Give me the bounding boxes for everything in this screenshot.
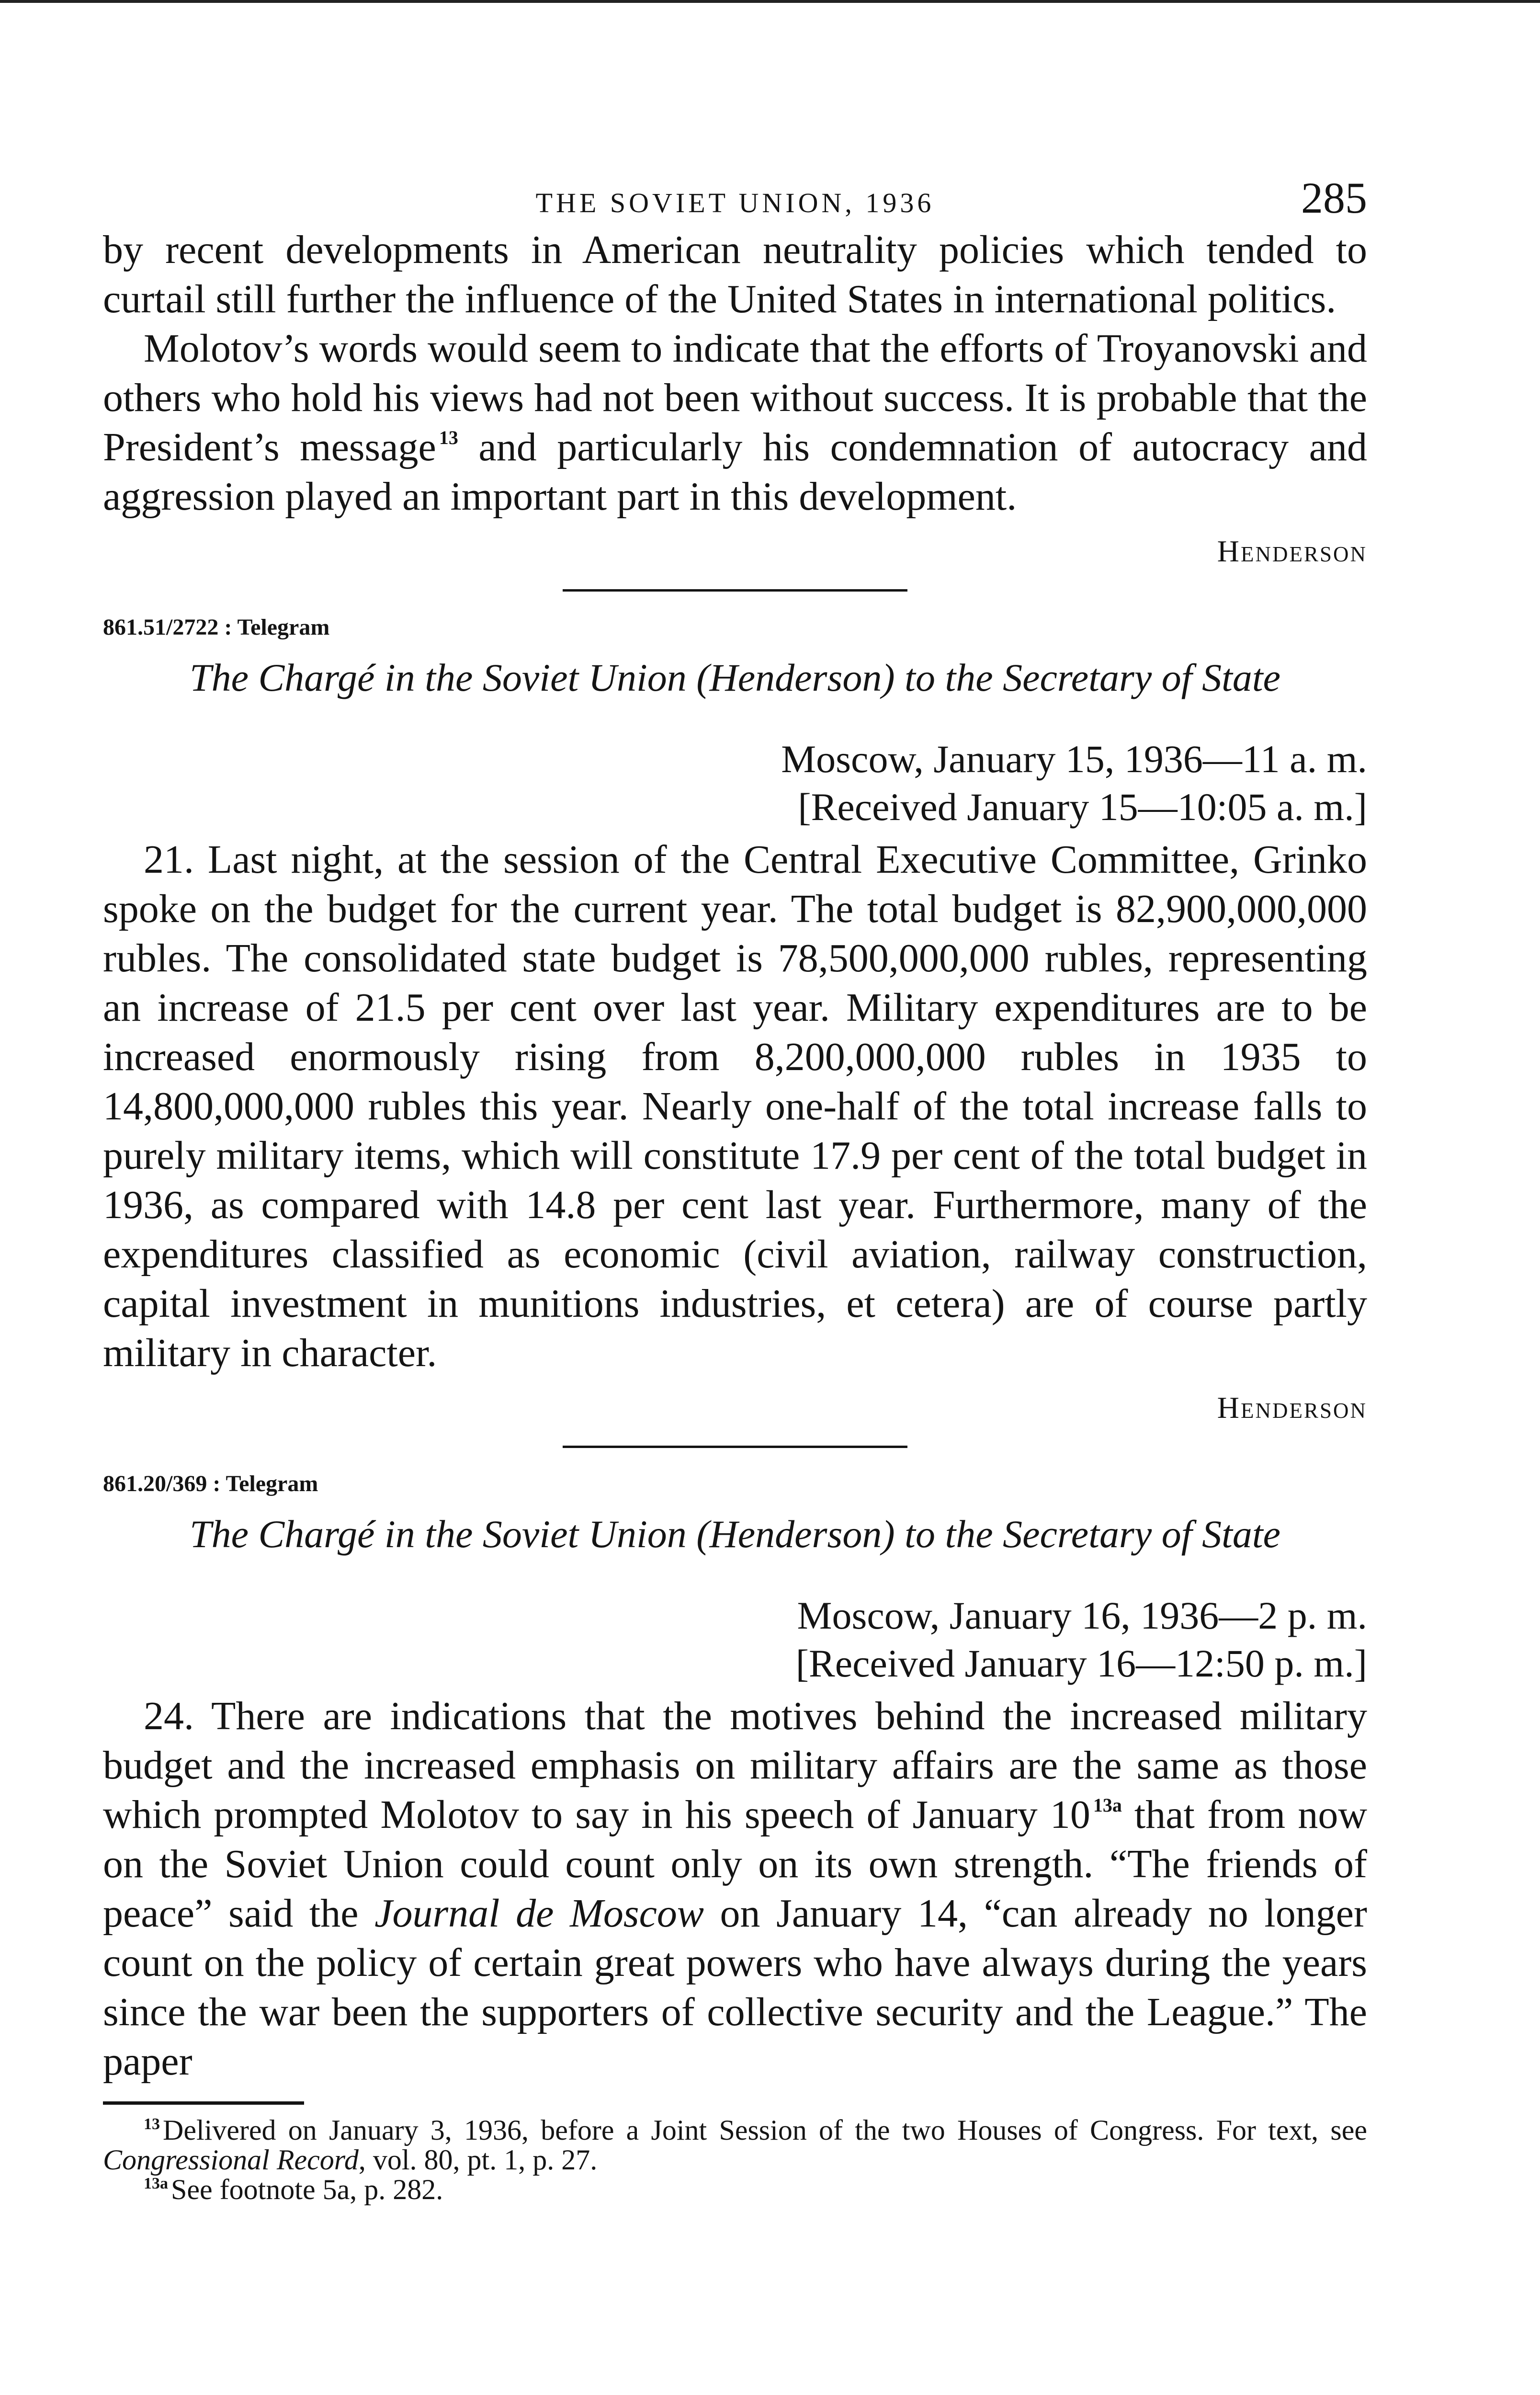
signature-henderson-2: Henderson <box>1217 1391 1367 1425</box>
section-divider-2 <box>563 1446 907 1448</box>
document-heading-2: The Chargé in the Soviet Union (Henderson) to the Secretary of State <box>189 1512 1281 1556</box>
intro-paragraph-2-start: Molotov’s words would seem to indicate that the efforts of Troyanovski and others who hold his views had not been without success. It is probable that the President’s message <box>103 326 1367 469</box>
received-line-1: [Received January 15—10:05 a. m.] <box>798 785 1367 829</box>
document-page <box>103 158 1367 2204</box>
footnote-13 <box>103 2115 1367 2175</box>
file-reference-1: 861.51/2722 : Telegram <box>103 615 330 640</box>
intro-paragraph-1: by recent developments in American neutrality policies which tended to curtail still further the influence of the United States in international politics. <box>103 228 1367 321</box>
footnote-13a-text: See footnote 5a, p. 282. <box>171 2174 443 2205</box>
dateline-1: Moscow, January 15, 1936—11 a. m. <box>781 737 1367 781</box>
telegram-24-part-3: on January 14, “can already no longer count on the policy of certain great powers who have always during the years since the war been the supporters of collective security and the League.” The paper <box>103 1891 1367 2084</box>
footnote-13a <box>103 2175 1367 2204</box>
running-title: THE SOVIET UNION, 1936 <box>535 187 935 218</box>
footnote-13-tail: , vol. 80, pt. 1, p. 27. <box>358 2144 598 2176</box>
signature-henderson-1: Henderson <box>1217 534 1367 568</box>
footnote-13-text: Delivered on January 3, 1936, before a Joint Session of the two Houses of Congress. For text, see <box>163 2114 1367 2146</box>
page-number: 285 <box>1301 173 1367 222</box>
footnote-ref-13: 13 <box>439 427 458 448</box>
section-divider-1 <box>563 589 907 592</box>
footnote-13-mark: 13 <box>144 2115 160 2133</box>
received-line-2: [Received January 16—12:50 p. m.] <box>795 1642 1367 1685</box>
journal-title: Journal de Moscow <box>374 1891 704 1936</box>
intro-paragraph-2 <box>103 324 1367 521</box>
document-heading-1: The Chargé in the Soviet Union (Henderson) to the Secretary of State <box>189 656 1281 699</box>
telegram-24-part-2: that from now on the Soviet Union could count only on its own strength. “The friends of peace” said the <box>103 1792 1368 1936</box>
file-reference-2: 861.20/369 : Telegram <box>103 1471 318 1496</box>
telegram-24-part-1: 24. There are indications that the motives behind the increased military budget and the increased emphasis on military affairs are the same as those which prompted Molotov to say in his speech of January 10 <box>103 1694 1367 1837</box>
intro-paragraph-2-end: and particularly his condemnation of autocracy and aggression played an important part in this development. <box>103 425 1367 519</box>
telegram-24-body <box>103 1691 1367 2086</box>
footnote-rule <box>103 2101 304 2105</box>
footnote-ref-13a: 13a <box>1093 1794 1122 1816</box>
footnote-13a-mark: 13a <box>144 2175 168 2192</box>
footnote-13-source: Congressional Record <box>103 2144 359 2176</box>
telegram-21-body: 21. Last night, at the session of the Central Executive Committee, Grinko spoke on the budget for the current year. The total budget is 82,900,000,000 rubles. The consolidated state budget is 78,500,000,000 rubles, representing an increase of 21.5 per cent over last year. Military expenditures are to be increased enormously rising from 8,200,000,000 rubles in 1935 to 14,800,000,000 rubles this year. Nearly one-half of the total increase falls to purely military items, which will constitute 17.9 per cent of the total budget in 1936, as compared with 14.8 per cent last year. Furthermore, many of the expenditures classified as economic (civil aviation, railway construction, capital investment in munitions industries, et cetera) are of course partly military in character. <box>103 837 1367 1375</box>
scan-top-edge <box>0 0 1540 3</box>
running-head <box>103 158 1367 225</box>
dateline-2: Moscow, January 16, 1936—2 p. m. <box>797 1594 1367 1637</box>
